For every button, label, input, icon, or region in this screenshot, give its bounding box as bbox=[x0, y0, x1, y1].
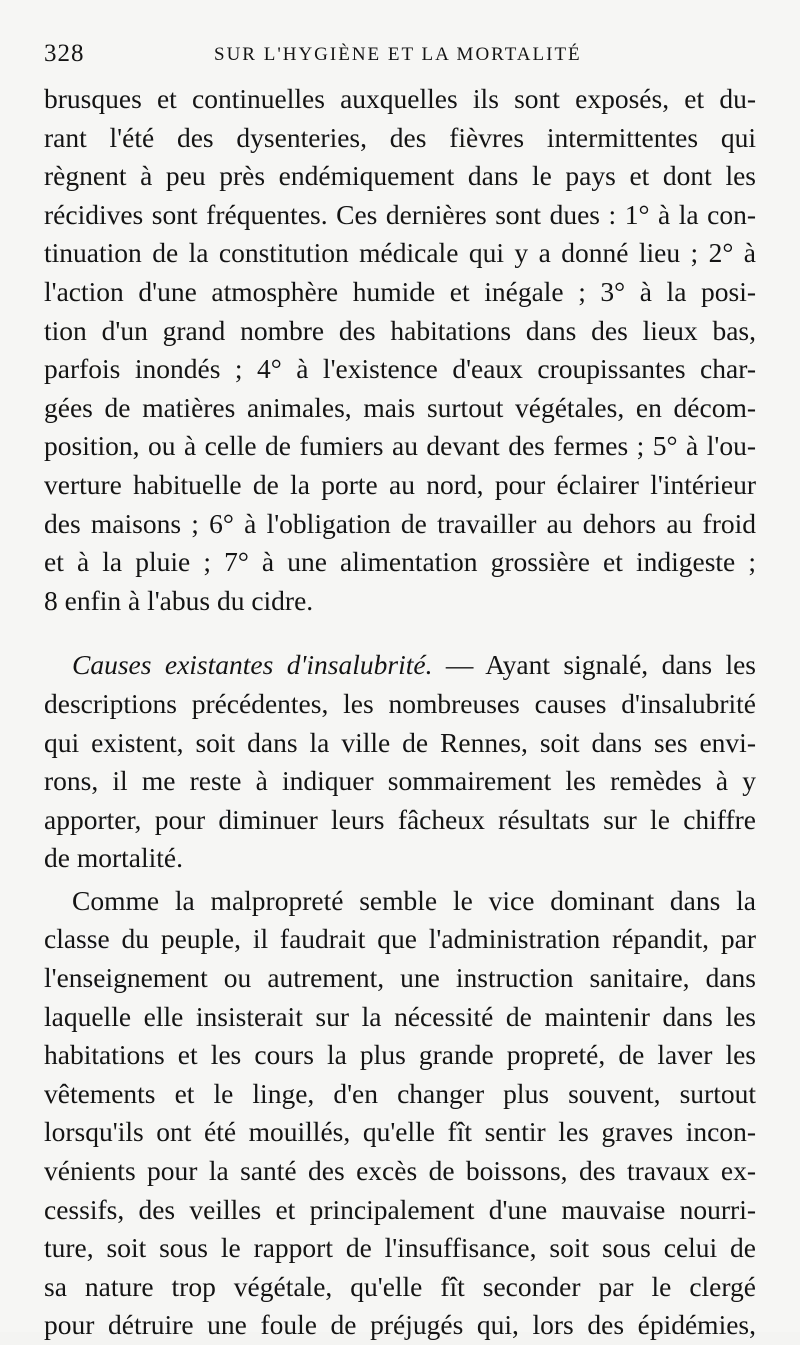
text-line: gées de matières animales, mais surtout végétales, en décom- bbox=[44, 391, 756, 423]
paragraph-gap bbox=[44, 620, 756, 646]
section-title: Causes existantes d'insalubrité. bbox=[72, 649, 433, 681]
text-line: sa nature trop végétale, qu'elle fît seconder par le clergé bbox=[44, 1270, 756, 1302]
section-first-line bbox=[44, 646, 756, 685]
page-header bbox=[44, 40, 756, 74]
text-line: règnent à peu près endémiquement dans le pays et dont les bbox=[44, 160, 756, 192]
text-line: descriptions précédentes, les nombreuses causes d'insalubrité bbox=[44, 687, 756, 719]
text-line: vêtements et le linge, d'en changer plus souvent, surtout bbox=[44, 1077, 756, 1109]
text-line: pour détruire une foule de préjugés qui, lors des épidémies, bbox=[44, 1309, 756, 1341]
text-line: classe du peuple, il faudrait que l'administration répandit, par bbox=[44, 923, 756, 955]
text-line: cessifs, des veilles et principalement d'une mauvaise nourri- bbox=[44, 1193, 756, 1225]
text-line: lorsqu'ils ont été mouillés, qu'elle fît sentir les graves incon- bbox=[44, 1116, 756, 1148]
text-line: Comme la malpropreté semble le vice dominant dans la bbox=[72, 884, 756, 916]
text-line: récidives sont fréquentes. Ces dernières sont dues : 1° à la con- bbox=[44, 198, 756, 230]
text-line: ture, soit sous le rapport de l'insuffisance, soit sous celui de bbox=[44, 1232, 756, 1264]
text-line: l'action d'une atmosphère humide et inégale ; 3° à la posi- bbox=[44, 275, 756, 307]
text-line: habitations et les cours la plus grande propreté, de laver les bbox=[44, 1039, 756, 1071]
text-line: verture habituelle de la porte au nord, pour éclairer l'intérieur bbox=[44, 468, 756, 500]
section-first-line-rest: — Ayant signalé, dans les bbox=[432, 649, 757, 681]
text-line: tinuation de la constitution médicale qui y a donné lieu ; 2° à bbox=[44, 237, 756, 269]
text-line: des maisons ; 6° à l'obligation de travailler au dehors au froid bbox=[44, 507, 756, 539]
running-head: SUR L'HYGIÈNE ET LA MORTALITÉ bbox=[214, 44, 582, 65]
text-line: tion d'un grand nombre des habitations dans des lieux bas, bbox=[44, 314, 756, 346]
text-line: position, ou à celle de fumiers au devant des fermes ; 5° à l'ou- bbox=[44, 430, 756, 462]
paragraph-3 bbox=[44, 882, 756, 1345]
page-number: 328 bbox=[44, 40, 85, 67]
text-line: l'enseignement ou autrement, une instruction sanitaire, dans bbox=[44, 962, 756, 994]
text-line: parfois inondés ; 4° à l'existence d'eaux croupissantes char- bbox=[44, 353, 756, 385]
text-line: apporter, pour diminuer leurs fâcheux résultats sur le chiffre bbox=[44, 803, 756, 835]
paragraph-1 bbox=[44, 80, 756, 620]
text-line: de mortalité. bbox=[44, 842, 183, 874]
text-line: vénients pour la santé des excès de boissons, des travaux ex- bbox=[44, 1155, 756, 1187]
text-line: laquelle elle insisterait sur la nécessité de maintenir dans les bbox=[44, 1000, 756, 1032]
text-line: 8 enfin à l'abus du cidre. bbox=[44, 584, 314, 616]
text-line: qui existent, soit dans la ville de Rennes, soit dans ses envi- bbox=[44, 726, 756, 758]
text-line: rons, il me reste à indiquer sommairement les remèdes à y bbox=[44, 765, 756, 797]
text-line: rant l'été des dysenteries, des fièvres intermittentes qui bbox=[44, 121, 756, 153]
text-line: brusques et continuelles auxquelles ils sont exposés, et du- bbox=[44, 83, 756, 114]
body-text bbox=[44, 80, 756, 1345]
text-line: et à la pluie ; 7° à une alimentation grossière et indigeste ; bbox=[44, 546, 756, 578]
paragraph-2 bbox=[44, 646, 756, 878]
